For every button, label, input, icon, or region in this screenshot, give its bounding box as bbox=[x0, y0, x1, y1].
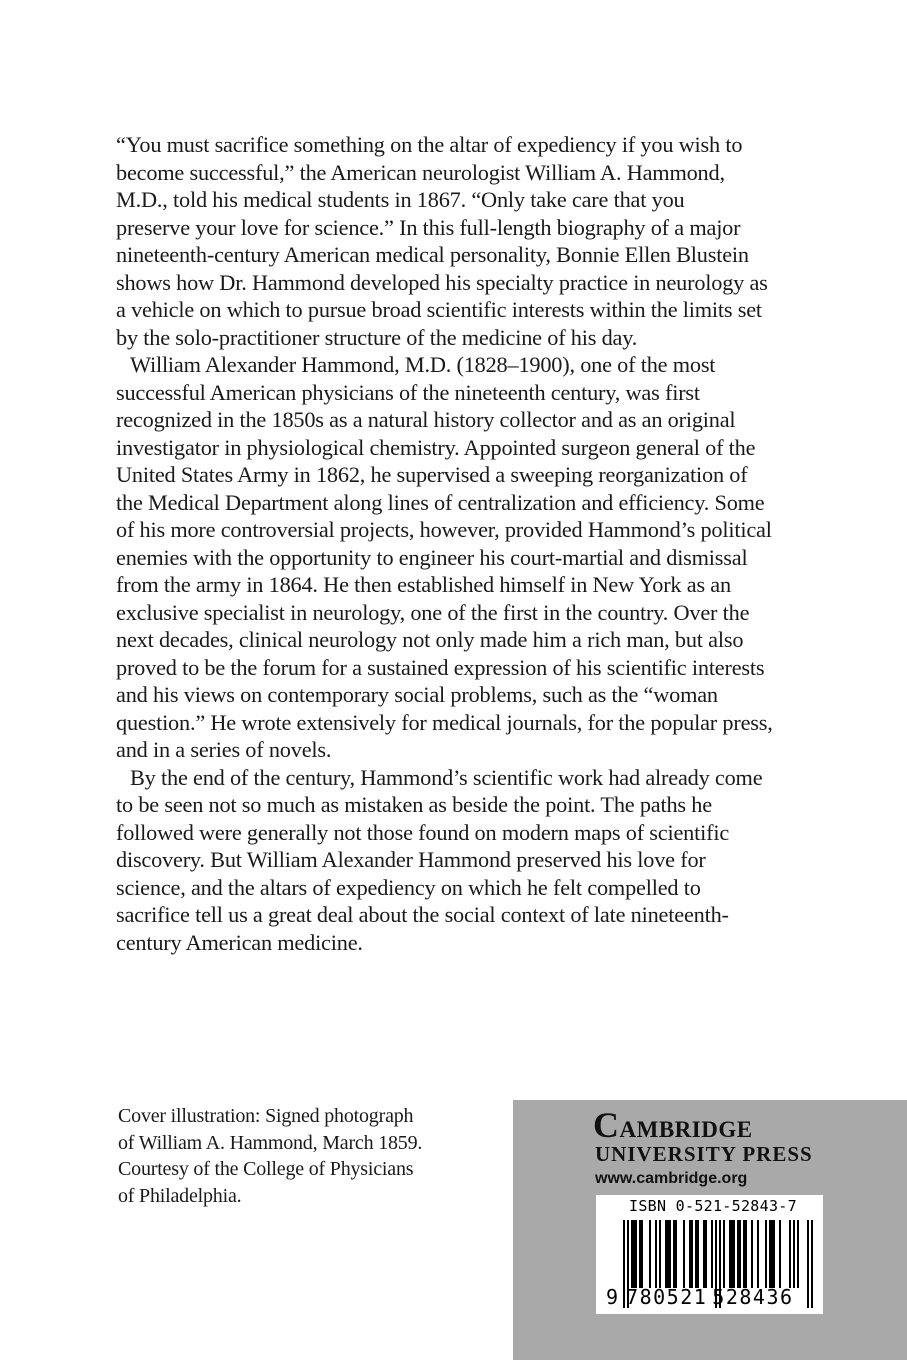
barcode-bar bbox=[703, 1220, 705, 1288]
text-line: next decades, clinical neurology not only made him a rich man, but also bbox=[116, 627, 744, 652]
text-line: United States Army in 1862, he supervised a sweeping reorganization of bbox=[116, 462, 748, 487]
credit-line: of Philadelphia. bbox=[118, 1184, 242, 1207]
barcode-bar bbox=[771, 1220, 773, 1288]
text-line: and in a series of novels. bbox=[116, 737, 332, 762]
barcode-bar bbox=[729, 1220, 731, 1288]
barcode-bar bbox=[731, 1220, 733, 1288]
text-line: a vehicle on which to pursue broad scientific interests within the limits set bbox=[116, 297, 762, 322]
barcode-box bbox=[596, 1195, 823, 1314]
barcode-bar bbox=[811, 1220, 813, 1308]
text-line: century American medicine. bbox=[116, 929, 363, 955]
barcode-bar bbox=[669, 1220, 671, 1288]
barcode-bar bbox=[633, 1220, 635, 1288]
text-line: exclusive specialist in neurology, one of the first in the country. Over the bbox=[116, 599, 750, 625]
text-line: of his more controversial projects, however, provided Hammond’s political bbox=[116, 517, 772, 542]
credit-line: Cover illustration: Signed photograph bbox=[118, 1105, 414, 1127]
text-line: William Alexander Hammond, M.D. (1828–1900), one of the most bbox=[130, 352, 716, 377]
paragraph bbox=[116, 351, 836, 764]
barcode-bar bbox=[641, 1220, 643, 1288]
ean-right-digits: 528436 bbox=[712, 1285, 794, 1309]
text-line: M.D., told his medical students in 1867. “Only take care that you bbox=[116, 187, 685, 212]
publisher-panel bbox=[513, 1100, 907, 1360]
barcode-bar bbox=[773, 1220, 775, 1288]
text-line: become successful,” the American neurologist William A. Hammond, bbox=[116, 159, 725, 185]
barcode-bar bbox=[631, 1220, 633, 1288]
barcode-bar bbox=[665, 1220, 667, 1288]
barcode-bar bbox=[745, 1220, 747, 1288]
barcode-bar bbox=[639, 1220, 641, 1288]
back-cover-blurb bbox=[116, 131, 836, 956]
barcode-bar bbox=[675, 1220, 677, 1288]
barcode-bar bbox=[769, 1220, 771, 1288]
publisher-name-initial: C bbox=[593, 1105, 620, 1145]
paragraph bbox=[116, 131, 836, 351]
text-line: shows how Dr. Hammond developed his specialty practice in neurology as bbox=[116, 269, 768, 295]
barcode-bar bbox=[683, 1220, 685, 1288]
text-line: proved to be the forum for a sustained expression of his scientific interests bbox=[116, 654, 765, 680]
barcode-bar bbox=[743, 1220, 745, 1288]
text-line: recognized in the 1850s as a natural history collector and as an original bbox=[116, 407, 736, 432]
text-line: “You must sacrifice something on the altar of expediency if you wish to bbox=[116, 132, 743, 157]
isbn-label: ISBN 0-521-52843-7 bbox=[629, 1197, 797, 1215]
barcode-bar bbox=[689, 1220, 691, 1288]
paragraph bbox=[116, 764, 836, 957]
text-line: preserve your love for science.” In this full-length biography of a major bbox=[116, 214, 741, 240]
barcode-bar bbox=[797, 1220, 799, 1288]
text-line: nineteenth-century American medical personality, Bonnie Ellen Blustein bbox=[116, 242, 749, 267]
barcode-bar bbox=[765, 1220, 767, 1288]
barcode-bar bbox=[635, 1220, 637, 1288]
barcode-bar bbox=[659, 1220, 661, 1288]
text-line: followed were generally not those found on modern maps of scientific bbox=[116, 819, 730, 845]
barcode-bar bbox=[723, 1220, 725, 1288]
text-line: the Medical Department along lines of centralization and efficiency. Some bbox=[116, 489, 765, 515]
barcode-bar bbox=[733, 1220, 735, 1288]
barcode-bar bbox=[697, 1220, 699, 1288]
barcode-bar bbox=[757, 1220, 759, 1288]
text-line: question.” He wrote extensively for medical journals, for the popular press, bbox=[116, 709, 773, 735]
barcode-bar bbox=[737, 1220, 739, 1288]
barcode-bar bbox=[695, 1220, 697, 1288]
barcode-bar bbox=[789, 1220, 791, 1288]
text-line: enemies with the opportunity to engineer his court-martial and dismissal bbox=[116, 544, 748, 570]
barcode-bar bbox=[779, 1220, 781, 1288]
text-line: science, and the altars of expediency on which he felt compelled to bbox=[116, 874, 701, 900]
credit-line: of William A. Hammond, March 1859. bbox=[118, 1131, 423, 1154]
text-line: investigator in physiological chemistry. Appointed surgeon general of the bbox=[116, 434, 756, 460]
text-line: and his views on contemporary social problems, such as the “woman bbox=[116, 682, 718, 707]
text-line: from the army in 1864. He then established himself in New York as an bbox=[116, 572, 731, 597]
text-line: By the end of the century, Hammond’s scientific work had already come bbox=[130, 764, 763, 790]
ean-first-digit: 9 bbox=[606, 1285, 619, 1309]
barcode-bar bbox=[705, 1220, 707, 1288]
barcode-bar bbox=[751, 1220, 753, 1288]
barcode-bar bbox=[655, 1220, 657, 1288]
text-line: by the solo-practitioner structure of the medicine of his day. bbox=[116, 324, 638, 350]
publisher-logo bbox=[593, 1107, 753, 1145]
text-line: successful American physicians of the nineteenth century, was first bbox=[116, 379, 700, 405]
publisher-subtitle: UNIVERSITY PRESS bbox=[595, 1142, 813, 1166]
barcode-bar bbox=[807, 1220, 809, 1308]
barcode-bar bbox=[673, 1220, 675, 1288]
cover-illustration-credit bbox=[118, 1103, 422, 1209]
barcode-bar bbox=[739, 1220, 741, 1288]
text-line: discovery. But William Alexander Hammond preserved his love for bbox=[116, 847, 706, 872]
publisher-website: www.cambridge.org bbox=[595, 1170, 748, 1187]
barcode-bar bbox=[649, 1220, 651, 1288]
text-line: to be seen not so much as mistaken as beside the point. The paths he bbox=[116, 792, 712, 817]
credit-line: Courtesy of the College of Physicians bbox=[118, 1158, 414, 1180]
barcode-bar bbox=[793, 1220, 795, 1288]
ean-digits bbox=[606, 1285, 794, 1309]
publisher-name-rest: ambridge bbox=[619, 1109, 753, 1145]
barcode-bar bbox=[691, 1220, 693, 1288]
barcode-bar bbox=[667, 1220, 669, 1288]
text-line: sacrifice tell us a great deal about the social context of late nineteenth- bbox=[116, 902, 729, 927]
ean-left-digits: 780521 bbox=[626, 1285, 708, 1309]
barcode-bar bbox=[711, 1220, 713, 1288]
